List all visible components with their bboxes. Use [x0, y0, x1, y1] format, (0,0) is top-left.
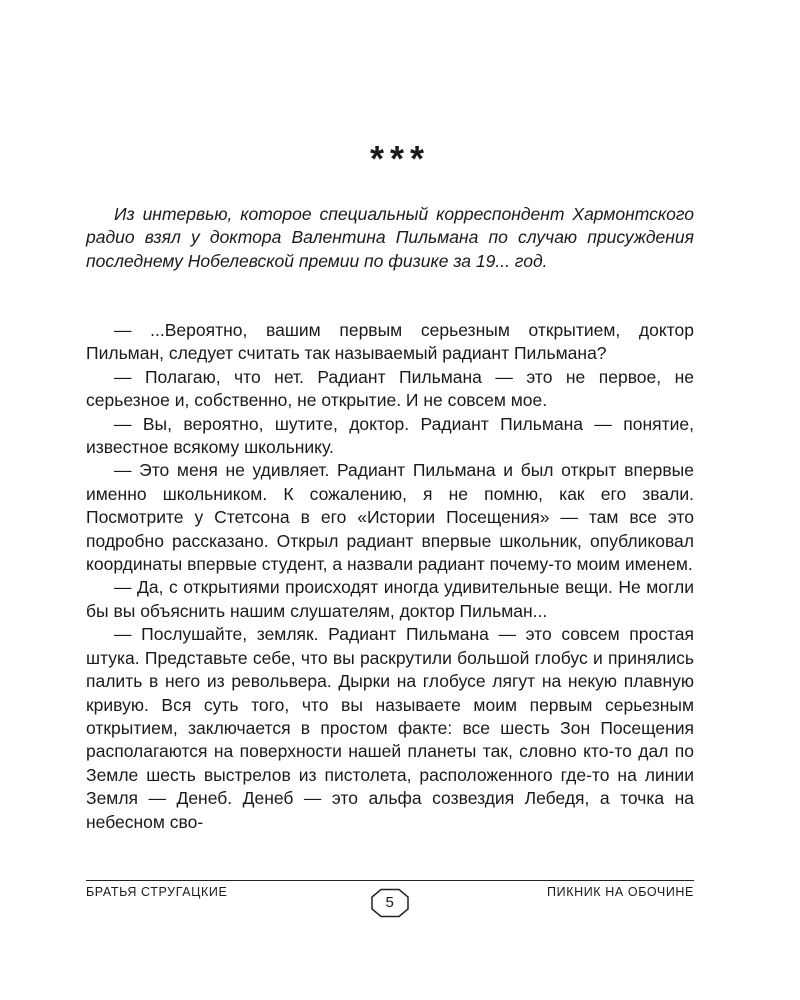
paragraph: — Это меня не удивляет. Радиант Пильмана и был открыт впервые именно школьником. К сожалению, я не помню, как его звали. Посмотрите у Стетсона в его «Истории Посещения» — там все это подробно рассказано. Открыл радиант впервые школьник, опубликовал координаты впервые студент, а назвали радиант почему-то моим именем.: [86, 460, 694, 575]
page-number: 5: [385, 894, 395, 911]
footer-author: БРАТЬЯ СТРУГАЦКИЕ: [86, 885, 228, 899]
footer-rule: [86, 880, 694, 881]
page-footer: [86, 884, 694, 914]
paragraph: — Полагаю, что нет. Радиант Пильмана — это не первое, не серьезное и, собственно, не открытие. И не совсем мое.: [86, 366, 694, 411]
paragraph: — Вы, вероятно, шутите, доктор. Радиант Пильмана — понятие, известное всякому школьнику.: [86, 413, 694, 458]
page-number-badge: [370, 888, 410, 918]
paragraph: — ...Вероятно, вашим первым серьезным открытием, доктор Пильман, следует считать так называемый радиант Пильмана?: [86, 320, 694, 364]
section-mark: ***: [369, 138, 431, 179]
epigraph-text: Из интервью, которое специальный корреспондент Хармонтского радио взял у доктора Валентина Пильмана по случаю присуждения последнему Нобелевской премии по физике за 19... год.: [86, 204, 694, 271]
paragraph: — Послушайте, земляк. Радиант Пильмана — это совсем простая штука. Представьте себе, что вы раскрутили большой глобус и принялись палить в него из револьвера. Дырки на глобусе лягут на некую плавную кривую. Вся суть того, что вы называете моим первым серьезным открытием, заключается в простом факте: все шесть Зон Посещения располагаются на поверхности нашей планеты так, словно кто-то дал по Земле шесть выстрелов из пистолета, расположенного где-то на линии Земля — Денеб. Денеб — это альфа созвездия Лебедя, а точка на небесном сво-: [86, 624, 694, 832]
dialogue-text: [86, 319, 694, 834]
paragraph: — Да, с открытиями происходят иногда удивительные вещи. Не могли бы вы объяснить нашим слушателям, доктор Пильман...: [86, 577, 694, 621]
epigraph: [86, 203, 694, 273]
footer-title: ПИКНИК НА ОБОЧИНЕ: [547, 885, 694, 899]
